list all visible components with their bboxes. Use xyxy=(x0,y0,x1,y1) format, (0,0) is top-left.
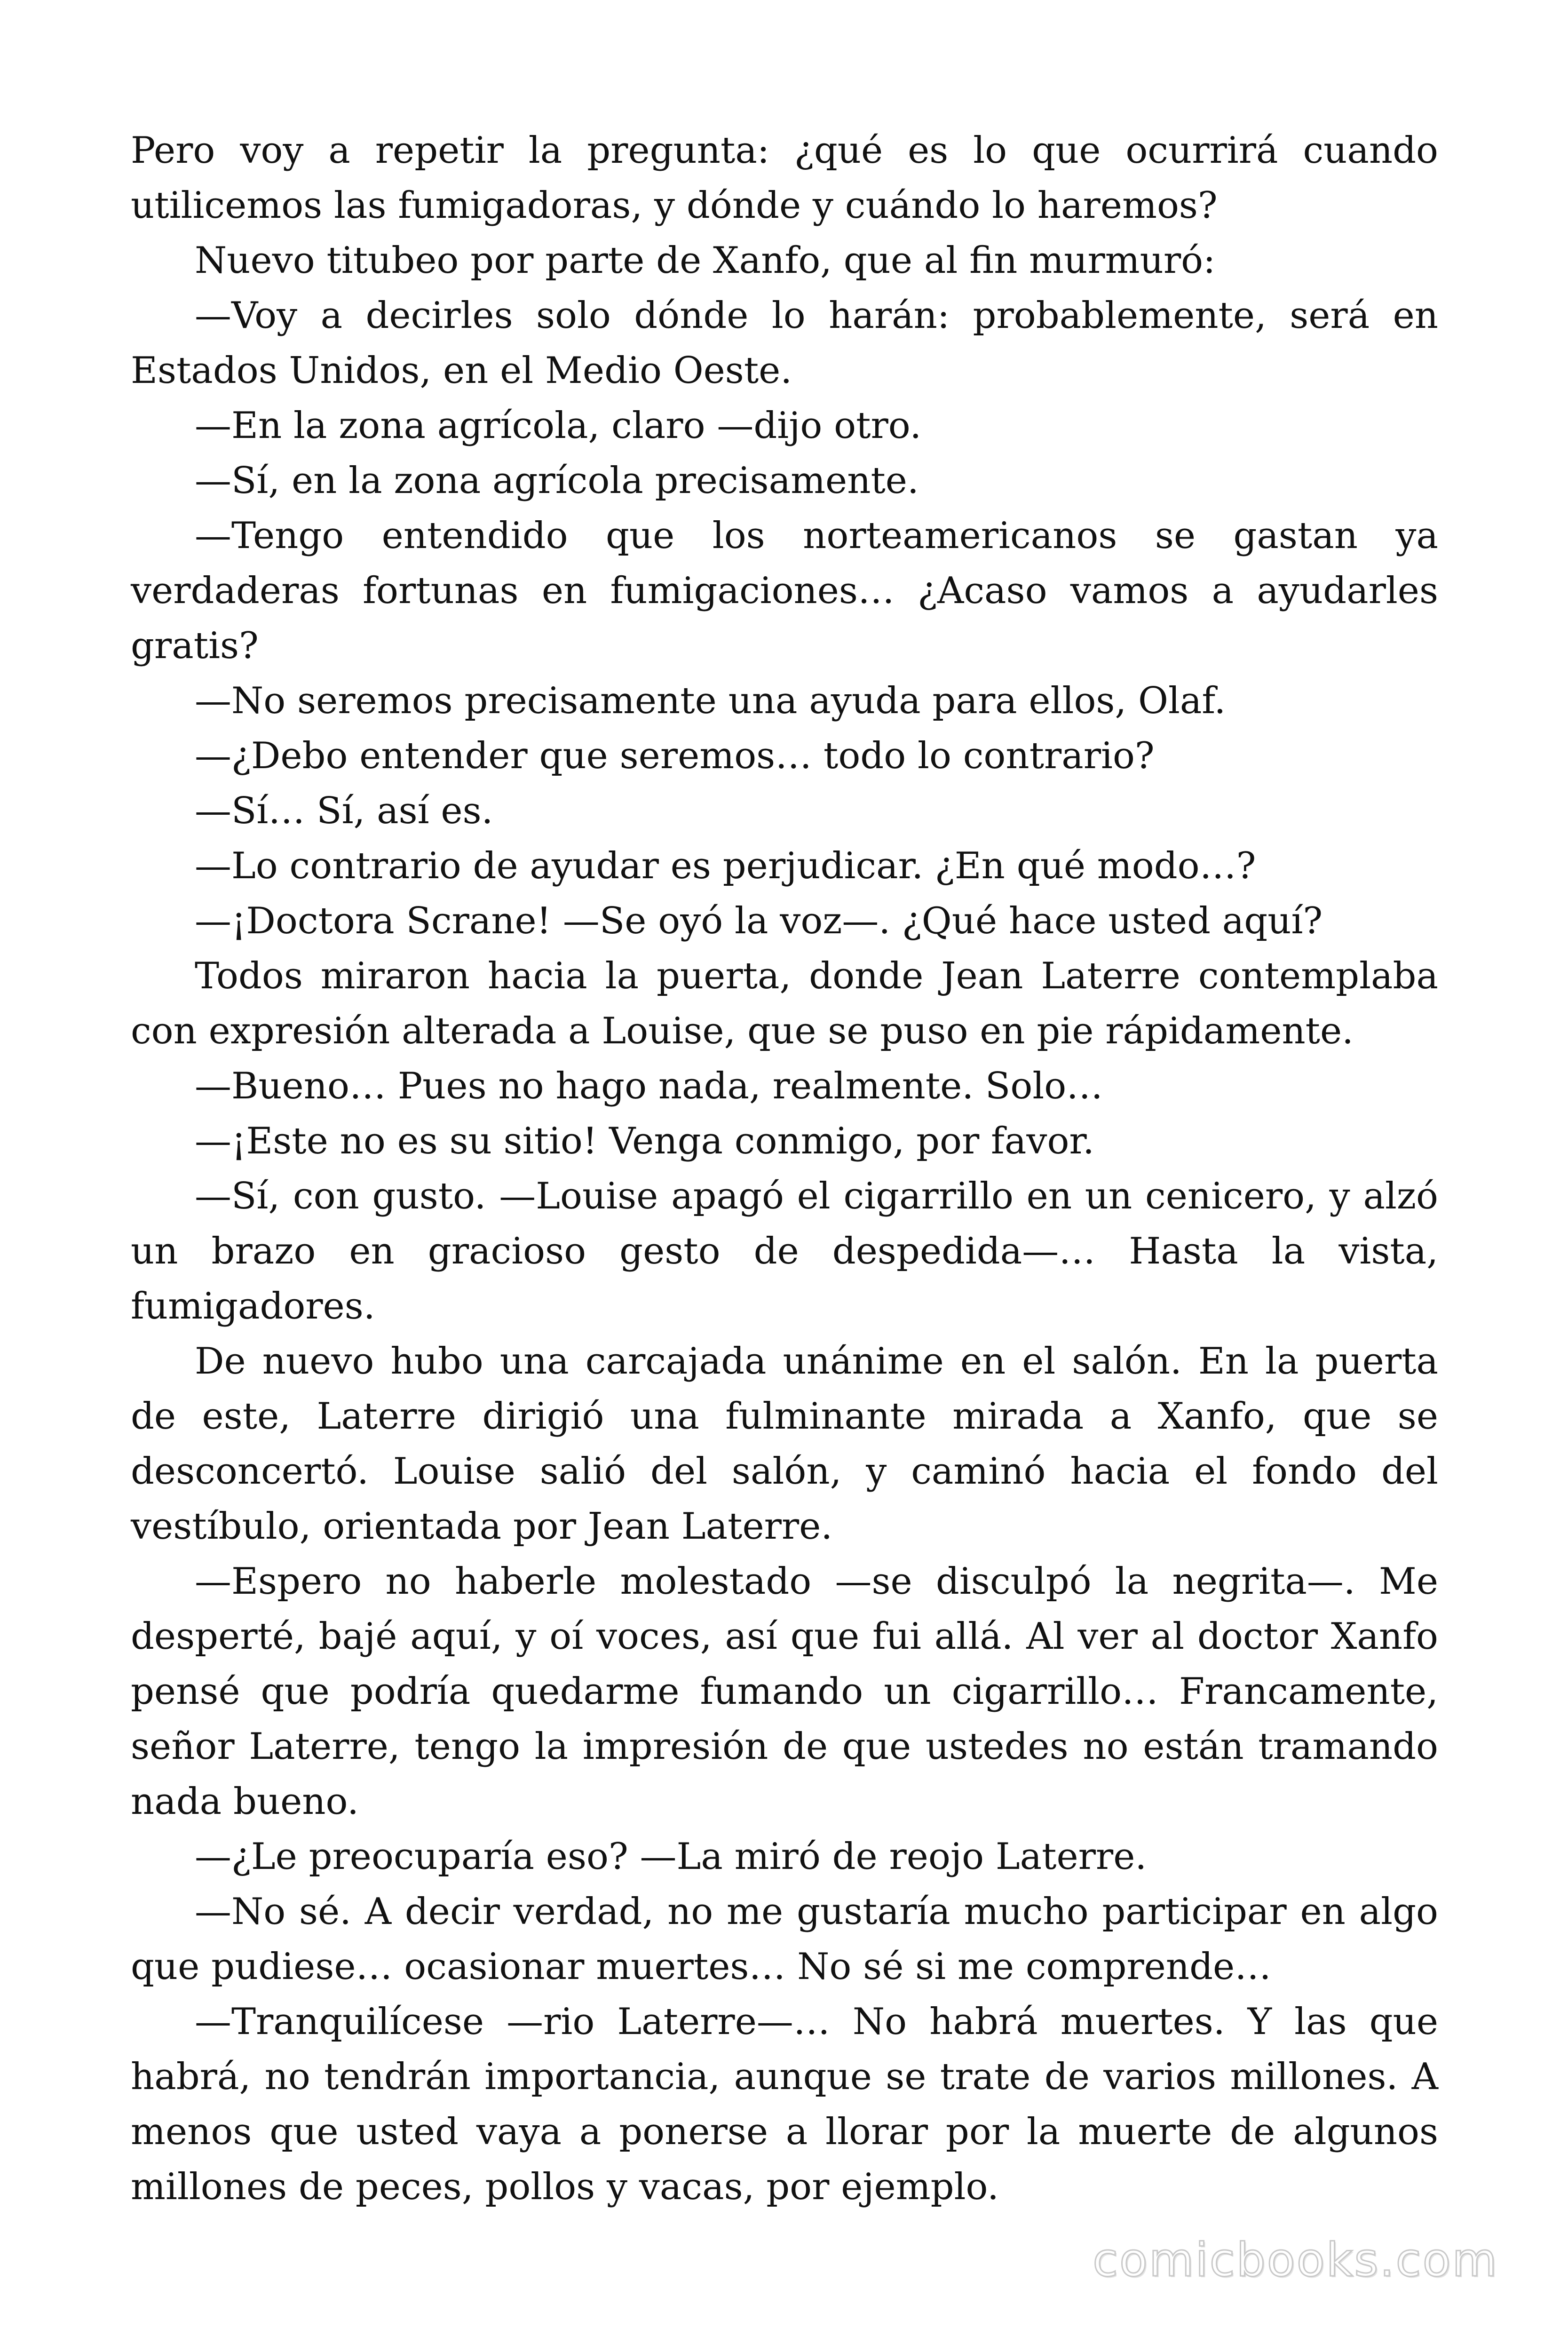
paragraph: —¿Le preocuparía eso? —La miró de reojo Laterre. xyxy=(195,1836,1147,1878)
watermark-text: comicbooks.com xyxy=(1093,2233,1498,2287)
paragraph: De nuevo hubo una carcajada unánime en el salón. En la puerta de este, Laterre dirigió una fulminante mirada a Xanfo, que se desconcertó. Louise salió del salón, y caminó hacia el fondo del vestíbulo, orientada por Jean Laterre. xyxy=(131,1340,1438,1548)
paragraph: Todos miraron hacia la puerta, donde Jean Laterre contemplaba con expresión alterada a Louise, que se puso en pie rápidamente. xyxy=(131,955,1438,1052)
paragraph: —No seremos precisamente una ayuda para ellos, Olaf. xyxy=(195,680,1226,722)
paragraph: —¿Debo entender que seremos… todo lo contrario? xyxy=(195,735,1155,777)
paragraph: Nuevo titubeo por parte de Xanfo, que al fin murmuró: xyxy=(195,239,1216,282)
paragraph: —¡Doctora Scrane! —Se oyó la voz—. ¿Qué hace usted aquí? xyxy=(195,900,1323,942)
paragraph: —En la zona agrícola, claro —dijo otro. xyxy=(195,405,922,447)
paragraph: —Tengo entendido que los norteamericanos se gastan ya verdaderas fortunas en fumigaciones… ¿Acaso vamos a ayudarles gratis? xyxy=(131,515,1438,667)
paragraph: —Tranquilícese —rio Laterre—… No habrá muertes. Y las que habrá, no tendrán importancia, aunque se trate de varios millones. A menos que usted vaya a ponerse a llorar por la muerte de algunos millones de peces, pollos y vacas, por ejemplo. xyxy=(131,2001,1438,2208)
paragraph: —Lo contrario de ayudar es perjudicar. ¿En qué modo…? xyxy=(195,845,1256,887)
paragraph: —Sí, en la zona agrícola precisamente. xyxy=(195,460,919,502)
paragraph: —Bueno… Pues no hago nada, realmente. Solo… xyxy=(195,1065,1103,1107)
paragraph: —¡Este no es su sitio! Venga conmigo, por favor. xyxy=(195,1120,1094,1162)
paragraph: Pero voy a repetir la pregunta: ¿qué es lo que ocurrirá cuando utilicemos las fumigadoras, y dónde y cuándo lo haremos? xyxy=(131,129,1438,227)
book-page-text xyxy=(131,123,1438,2215)
paragraph: —Espero no haberle molestado —se disculpó la negrita—. Me desperté, bajé aquí, y oí voces, así que fui allá. Al ver al doctor Xanfo pensé que podría quedarme fumando un cigarrillo… Francamente, señor Laterre, tengo la impresión de que ustedes no están tramando nada bueno. xyxy=(131,1560,1438,1823)
paragraph: —Voy a decirles solo dónde lo harán: probablemente, será en Estados Unidos, en el Medio Oeste. xyxy=(131,294,1438,392)
paragraph: —Sí… Sí, así es. xyxy=(195,790,493,832)
paragraph: —Sí, con gusto. —Louise apagó el cigarrillo en un cenicero, y alzó un brazo en gracioso gesto de despedida—… Hasta la vista, fumigadores. xyxy=(131,1175,1438,1327)
paragraph: —No sé. A decir verdad, no me gustaría mucho participar en algo que pudiese… ocasionar muertes… No sé si me comprende… xyxy=(131,1891,1438,1988)
